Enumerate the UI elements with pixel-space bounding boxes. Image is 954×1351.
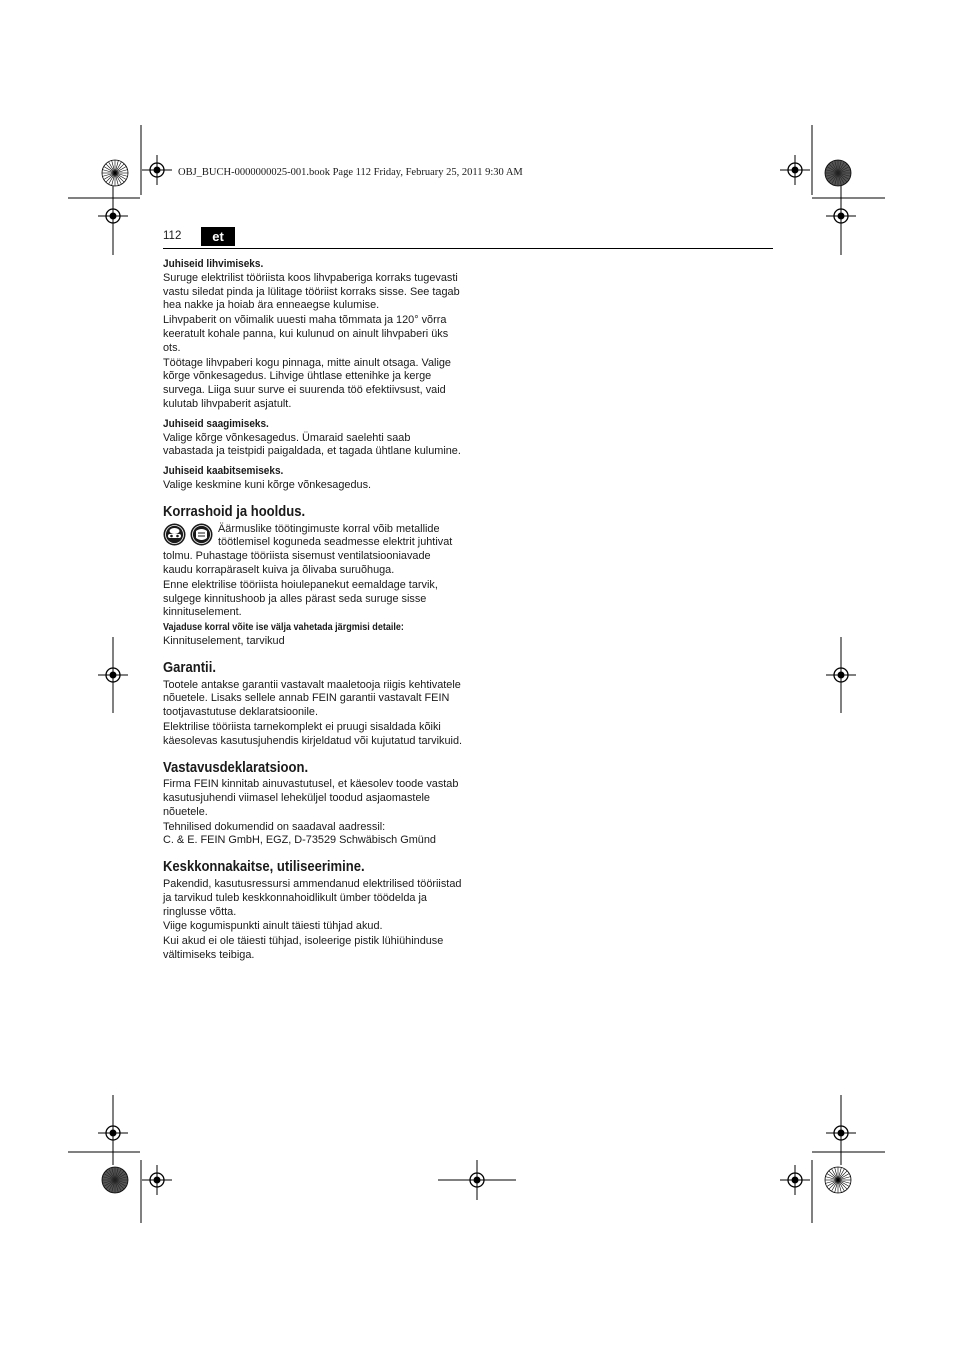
language-badge: et xyxy=(201,227,235,246)
registration-target xyxy=(142,155,172,185)
main-content xyxy=(163,258,463,964)
environment-paragraph-2: Viige kogumispunkti ainult täiesti tühjad akud. xyxy=(163,920,383,933)
scraping-paragraph-1: Valige keskmine kuni kõrge võnkesagedus. xyxy=(163,478,372,491)
registration-target xyxy=(780,155,810,185)
environment-paragraph-1: Pakendid, kasutusressursi ammendanud elektrilised tööriistad ja tarvikud tuleb keskkonnahoidlikult ümber töödelda ja ringlusse võtta. xyxy=(163,878,462,918)
registration-target xyxy=(780,1165,810,1195)
sawing-heading: Juhiseid saagimiseks. xyxy=(163,417,269,430)
color-wheel-mark xyxy=(825,1167,851,1193)
environment-paragraph-3: Kui akud ei ole täiesti tühjad, isoleerige pistik lühiühinduse vältimiseks teibiga. xyxy=(163,935,444,962)
mask-icon xyxy=(190,523,213,546)
conformity-paragraph-2: Tehnilised dokumendid on saadaval aadressil: xyxy=(163,820,386,833)
registration-target xyxy=(98,660,128,690)
conformity-heading: Vastavusdeklaratsioon. xyxy=(163,759,309,776)
conformity-address: C. & E. FEIN GmbH, EGZ, D-73529 Schwäbisch Gmünd xyxy=(163,834,436,847)
conformity-paragraph-1: Firma FEIN kinnitab ainuvastutusel, et käesolev toode vastab kasutusjuhendi viimasel leheküljel toodud asjaomastele nõuetele. xyxy=(163,778,459,818)
registration-target xyxy=(826,201,856,231)
replaceable-parts-list: Kinnituselement, tarvikud xyxy=(163,634,285,647)
sanding-paragraph-2: Lihvpaberit on võimalik uuesti maha tõmmata ja 120° võrra keeratult kohale panna, kui kulunud on ainult lihvpaberi üks ots. xyxy=(163,314,449,354)
sanding-paragraph-1: Suruge elektrilist tööriista koos lihvpaberiga korraks tugevasti vastu siledat pinda ja lülitage tööriist korraks sisse. See tagab hea nakke ja hoiab ära enneaegse kulumise. xyxy=(163,271,460,312)
scraping-heading: Juhiseid kaabitsemiseks. xyxy=(163,465,284,478)
registration-target xyxy=(826,660,856,690)
warranty-paragraph-1: Tootele antakse garantii vastavalt maaletooja riigis kehtivatele nõuetele. Lisaks sellele annab FEIN garantii vastavalt FEIN tootjavastutuse deklaratsioonile. xyxy=(163,678,461,719)
warranty-heading: Garantii. xyxy=(163,659,216,676)
sawing-paragraph-1: Valige kõrge võnkesagedus. Ümaraid saelehti saab vabastada ja teistpidi paigaldada, et tagada ühtlane kulumine. xyxy=(163,431,461,458)
maintenance-heading: Korrashoid ja hooldus. xyxy=(163,503,306,520)
warranty-paragraph-2: Elektrilise tööriista tarnekomplekt ei pruugi sisaldada kõiki käesolevas kasutusjuhendis kirjeldatud või kujutatud tarvikuid. xyxy=(163,720,463,747)
color-wheel-mark xyxy=(825,160,851,186)
page-number: 112 xyxy=(163,230,182,242)
environment-heading: Keskkonnakaitse, utiliseerimine. xyxy=(163,859,365,876)
maintenance-paragraph-2: Enne elektrilise tööriista hoiulepanekut eemaldage tarvik, sulgege kinnitushoob ja alles pärast seda suruge sisse kinnituselement. xyxy=(163,578,438,619)
registration-target xyxy=(826,1118,856,1148)
maintenance-paragraph-1: Äärmuslike töötingimuste korral võib metallide töötlemisel koguneda seadmesse elektrit juhtivat tolmu. Puhastage tööriista sisemust ventilatsiooniavade kaudu korrapäraselt kuiva ja õlivaba suruõhuga. xyxy=(163,522,453,576)
sanding-heading: Juhiseid lihvimiseks. xyxy=(163,258,264,270)
color-wheel-mark xyxy=(102,160,128,186)
safety-icons xyxy=(163,523,215,549)
printer-slug-line: OBJ_BUCH-0000000025-001.book Page 112 Friday, February 25, 2011 9:30 AM xyxy=(178,167,523,178)
goggles-icon xyxy=(163,523,186,546)
sanding-paragraph-3: Töötage lihvpaberi kogu pinnaga, mitte ainult otsaga. Valige kõrge võnkesagedus. Lihvige ühtlase ettenihke ja kerge survega. Liiga suur surve ei suurenda töö efektiivsust, vaid kulutab lihvpaberit asjatult. xyxy=(163,356,451,410)
registration-target xyxy=(98,201,128,231)
registration-target xyxy=(142,1165,172,1195)
registration-target xyxy=(98,1118,128,1148)
page-header xyxy=(163,227,773,249)
replaceable-parts-label: Vajaduse korral võite ise välja vahetada järgmisi detaile: xyxy=(163,621,404,634)
color-wheel-mark xyxy=(102,1167,128,1193)
